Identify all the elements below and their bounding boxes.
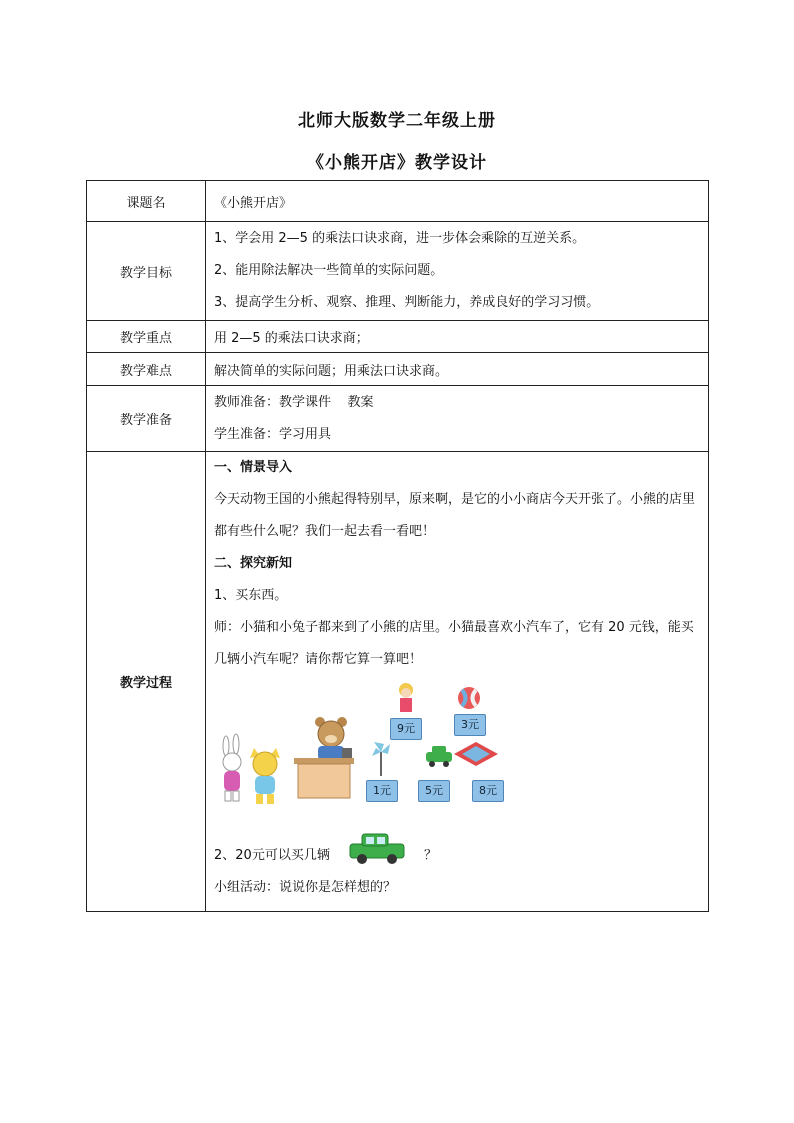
row-key bbox=[87, 321, 709, 353]
document-subtitle: 《小熊开店》教学设计 bbox=[307, 153, 487, 173]
goal-item: 3、提高学生分析、观察、推理、判断能力，养成良好的学习习惯。 bbox=[214, 295, 600, 310]
question-two bbox=[214, 826, 702, 872]
teacher-paragraph: 师：小猫和小兔子都来到了小熊的店里。小猫最喜欢小汽车了，它有 20 元钱，能买几辆小汽车呢？请你帮它算一算吧！ bbox=[214, 620, 694, 667]
label-topic: 课题名 bbox=[87, 181, 206, 222]
question-text: 2、20元可以买几辆 bbox=[214, 848, 330, 863]
label-difficult: 教学难点 bbox=[87, 353, 206, 386]
price-tag-kite: 8元 bbox=[472, 780, 504, 802]
row-topic bbox=[87, 181, 709, 222]
toy-car-icon bbox=[348, 830, 406, 866]
section-heading: 一、情景导入 bbox=[214, 460, 293, 475]
prep-student: 学生准备：学习用具 bbox=[214, 426, 332, 442]
document-title: 北师大版数学二年级上册 bbox=[298, 111, 496, 131]
label-goals: 教学目标 bbox=[87, 222, 206, 321]
price-tag-ball: 3元 bbox=[454, 714, 486, 736]
goal-item: 2、能用除法解决一些简单的实际问题。 bbox=[214, 263, 444, 278]
intro-paragraph: 今天动物王国的小熊起得特别早，原来啊，是它的小小商店今天开张了。小熊的店里都有些什么呢？我们一起去看一看吧！ bbox=[214, 492, 696, 539]
cat-icon bbox=[250, 748, 280, 804]
doll-icon bbox=[399, 683, 413, 712]
rabbit-icon bbox=[223, 734, 241, 801]
kite-icon bbox=[454, 742, 498, 766]
section-heading: 二、探究新知 bbox=[214, 556, 293, 571]
row-process bbox=[87, 452, 709, 912]
value-difficult: 解决简单的实际问题；用乘法口诀求商。 bbox=[206, 353, 709, 386]
row-difficult bbox=[87, 353, 709, 386]
price-tag-car: 5元 bbox=[418, 780, 450, 802]
lesson-plan-table bbox=[86, 180, 709, 912]
row-goals bbox=[87, 222, 709, 321]
label-process: 教学过程 bbox=[87, 452, 206, 912]
label-key: 教学重点 bbox=[87, 321, 206, 353]
prep-teacher: 教师准备：教学课件 教案 bbox=[214, 394, 374, 410]
value-topic: 《小熊开店》 bbox=[206, 181, 709, 222]
goal-item: 1、学会用 2—5 的乘法口诀求商，进一步体会乘除的互逆关系。 bbox=[214, 231, 586, 246]
shop-scene-icon bbox=[214, 682, 514, 822]
value-goals bbox=[206, 222, 709, 321]
value-key: 用 2—5 的乘法口诀求商； bbox=[206, 321, 709, 353]
value-process bbox=[206, 452, 709, 912]
shop-illustration bbox=[214, 682, 514, 822]
value-prep bbox=[206, 386, 709, 452]
ball-icon bbox=[458, 687, 480, 709]
row-prep bbox=[87, 386, 709, 452]
toy-car-icon bbox=[426, 746, 452, 767]
price-tag-doll: 9元 bbox=[390, 718, 422, 740]
pinwheel-icon bbox=[372, 742, 390, 776]
label-prep: 教学准备 bbox=[87, 386, 206, 452]
price-tag-pinwheel: 1元 bbox=[366, 780, 398, 802]
step-heading: 1、买东西。 bbox=[214, 588, 288, 603]
group-activity: 小组活动：说说你是怎样想的？ bbox=[214, 880, 397, 895]
question-mark: ？ bbox=[424, 848, 438, 863]
